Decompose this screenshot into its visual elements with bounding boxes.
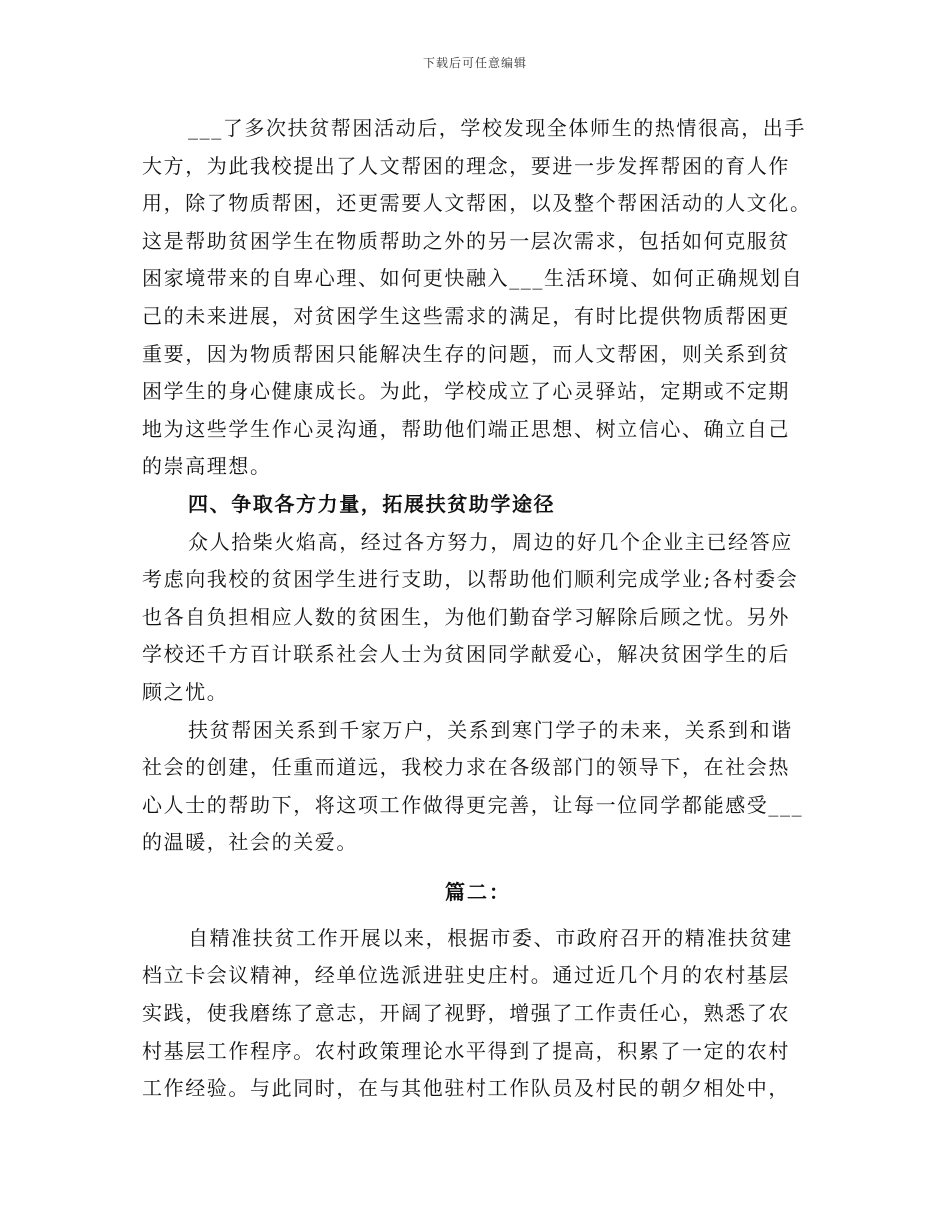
text-line: 用，除了物质帮困，还更需要人文帮困，以及整个帮困活动的人文化。 [142, 191, 812, 216]
paragraph-1 [142, 110, 814, 486]
text-line: 困学生的身心健康成长。为此，学校成立了心灵驿站，定期或不定期 [142, 379, 790, 404]
text-line: 学校还千方百计联系社会人士为贫困同学献爱心，解决贫困学生的后 [142, 642, 790, 667]
text-line: 社会的创建，任重而道远，我校力求在各级部门的领导下，在社会热 [142, 755, 790, 780]
text-line: 实践，使我磨练了意志，开阔了视野，增强了工作责任心，熟悉了农 [142, 1001, 790, 1026]
section-heading: 四、争取各方力量，拓展扶贫助学途径 [188, 491, 556, 516]
section-title: 篇二： [445, 879, 511, 904]
text-line: 这是帮助贫困学生在物质帮助之外的另一层次需求，包括如何克服贫 [142, 228, 790, 253]
header-note: 下载后可任意编辑 [422, 56, 527, 70]
text-line: 档立卡会议精神，经单位选派进驻史庄村。通过近几个月的农村基层 [142, 963, 790, 988]
text-line: 众人拾柴火焰高，经过各方努力，周边的好几个企业主已经答应 [188, 529, 793, 554]
text-line: 地为这些学生作心灵沟通，帮助他们端正思想、树立信心、确立自己 [142, 416, 790, 441]
text-line: 也各自负担相应人数的贫困生，为他们勤奋学习解除后顾之忧。另外 [142, 604, 790, 629]
text-line: ___了多次扶贫帮困活动后，学校发现全体师生的热情很高，出手 [188, 116, 806, 140]
paragraph-2 [142, 524, 814, 712]
text-line: 心人士的帮助下，将这项工作做得更完善，让每一位同学都能感受___ [142, 792, 804, 817]
text-line: 重要，因为物质帮困只能解决生存的问题，而人文帮困，则关系到贫 [142, 341, 790, 366]
text-line: 己的未来进展，对贫困学生这些需求的满足，有时比提供物质帮困更 [142, 303, 790, 328]
text-line: 自精准扶贫工作开展以来，根据市委、市政府召开的精准扶贫建 [188, 925, 793, 950]
text-line: 村基层工作程序。农村政策理论水平得到了提高，积累了一定的农村 [142, 1038, 790, 1063]
text-line: 考虑向我校的贫困学生进行支助，以帮助他们顺利完成学业;各村委会 [142, 567, 799, 592]
text-line: 的温暖，社会的关爱。 [142, 830, 358, 855]
text-line: 困家境带来的自卑心理、如何更快融入___生活环境、如何正确规划自 [142, 266, 804, 291]
text-line: 的崇高理想。 [142, 454, 272, 479]
text-line: 扶贫帮困关系到千家万户，关系到寒门学子的未来，关系到和谐 [188, 717, 793, 742]
document-body [142, 110, 814, 1108]
text-line: 顾之忧。 [142, 679, 229, 704]
paragraph-4 [142, 920, 814, 1108]
text-line: 大方，为此我校提出了人文帮困的理念，要进一步发挥帮困的育人作 [142, 153, 790, 178]
paragraph-3 [142, 712, 814, 862]
text-line: 工作经验。与此同时，在与其他驻村工作队员及村民的朝夕相处中， [142, 1076, 790, 1101]
